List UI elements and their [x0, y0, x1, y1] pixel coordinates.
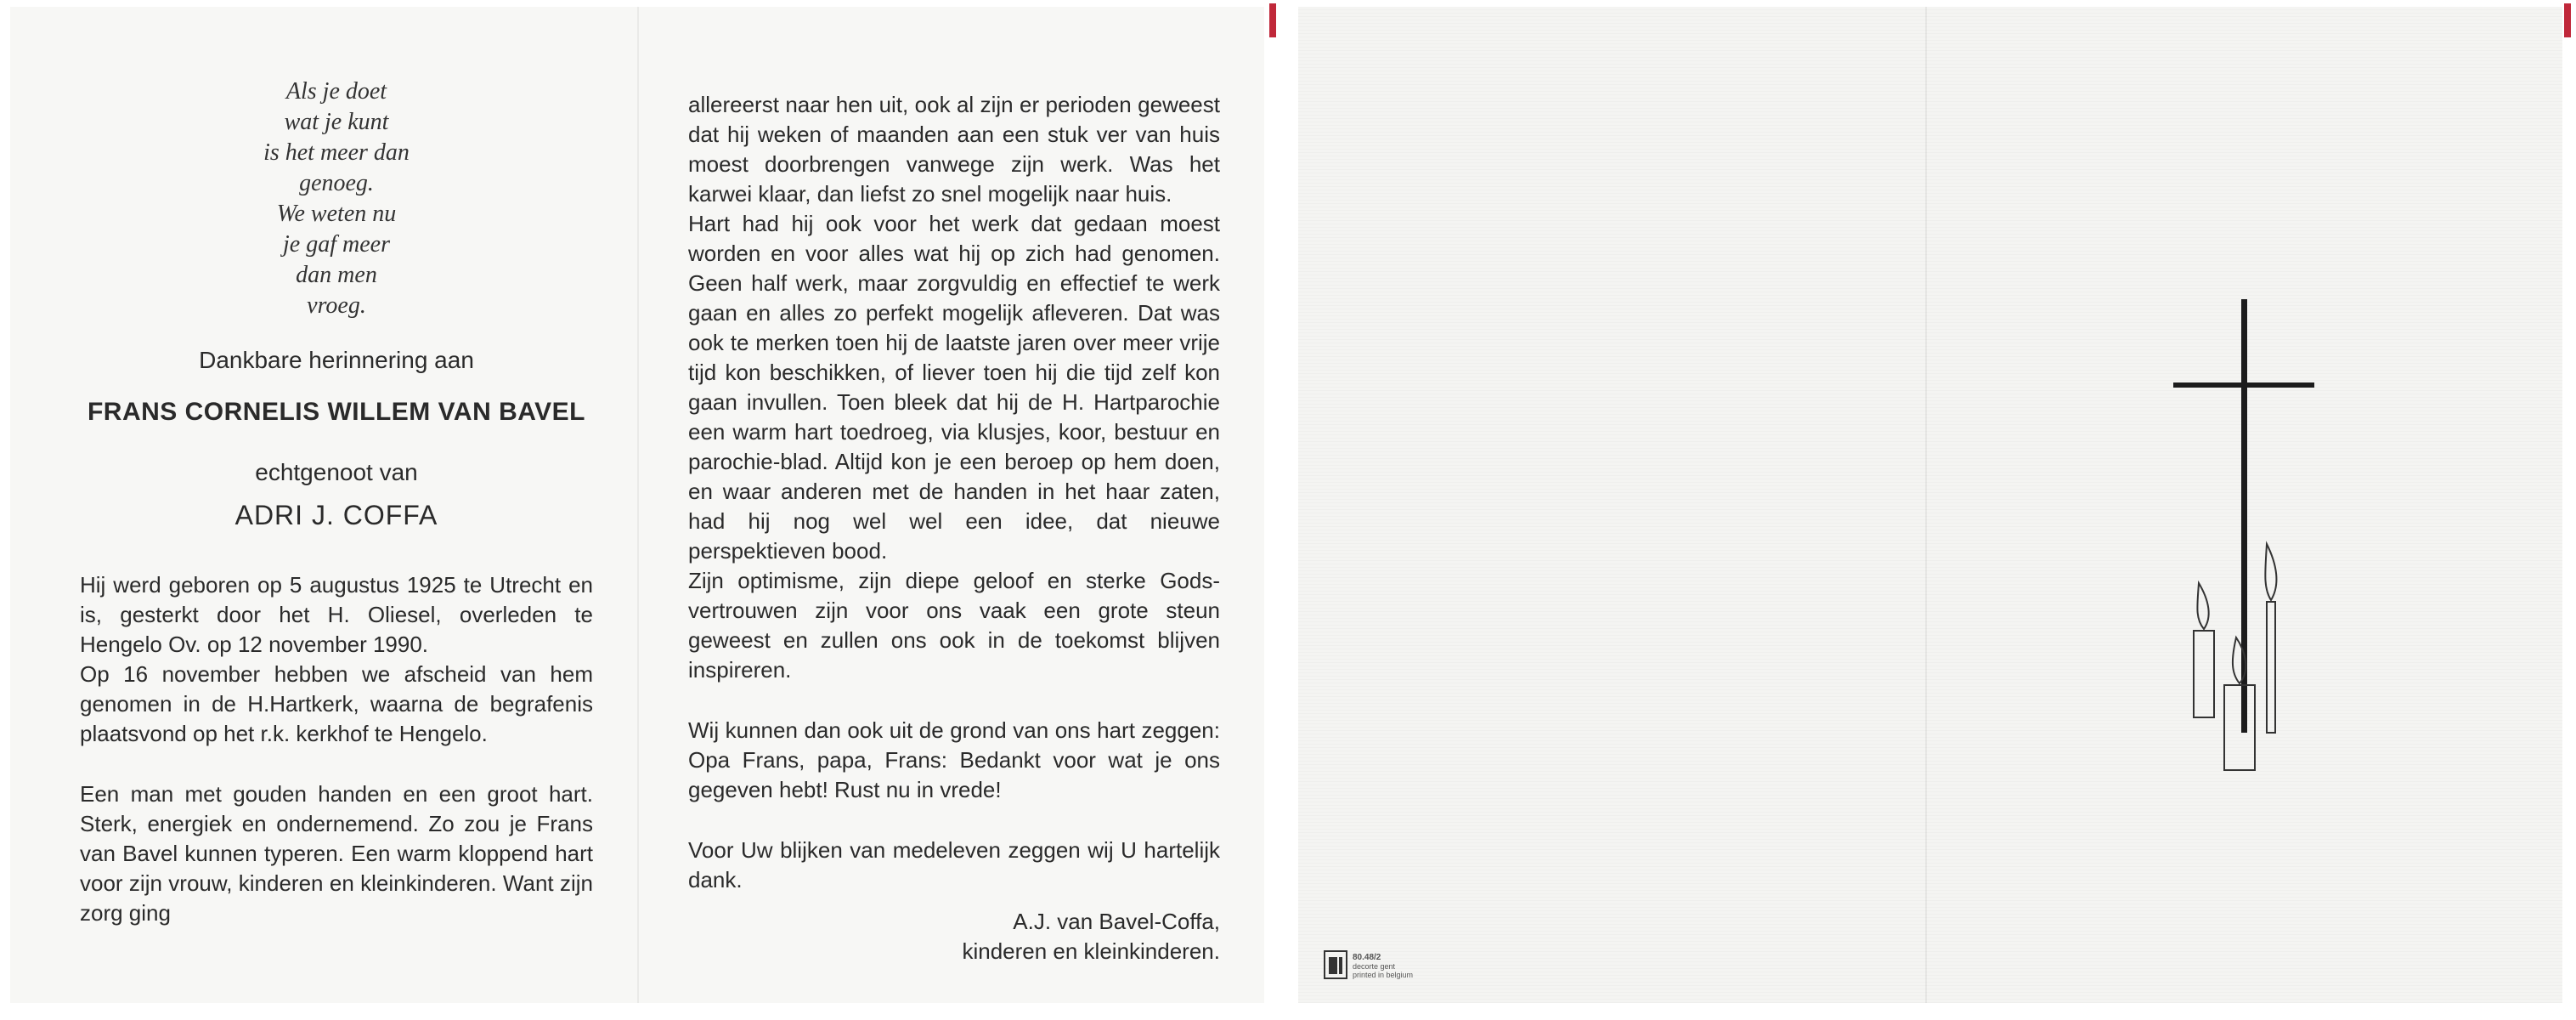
paragraph: Zijn optimisme, zijn diepe geloof en sterke Gods-vertrouwen zijn voor ons vaak een grote steun geweest en zullen ons ook in de toekomst blijven inspireren.	[688, 568, 1220, 683]
poem	[80, 76, 593, 321]
poem-line: vroeg.	[307, 292, 366, 319]
fold-line	[1925, 7, 1927, 1003]
poem-line: genoeg.	[299, 170, 374, 196]
signature-line: kinderen en kleinkinderen.	[962, 938, 1220, 964]
candles-icon	[2194, 544, 2276, 770]
printer-logo-icon	[1324, 950, 1347, 979]
paragraph: allereerst naar hen uit, ook al zijn er perioden geweest dat hij weken of maanden aan een stuk ver van huis moest doorbrengen vanwege zijn werk. Was het karwei klaar, dan liefst zo snel mogelijk naar huis.	[688, 92, 1220, 207]
printer-code: 80.48/2	[1353, 953, 1381, 962]
deceased-name: FRANS CORNELIS WILLEM VAN BAVEL	[87, 398, 586, 426]
paragraph: Voor Uw blijken van medeleven zeggen wij U hartelijk dank.	[688, 837, 1220, 892]
printer-note: printed in belgium	[1353, 971, 1414, 979]
cross-candles-icon	[2148, 296, 2318, 772]
signature-line: A.J. van Bavel-Coffa,	[1013, 909, 1220, 934]
card-edge-red	[2564, 3, 2571, 37]
paragraph: Een man met gouden handen en een groot hart. Sterk, energiek en ondernemend. Zo zou je Frans van Bavel kunnen typeren. Een warm kloppend hart voor zijn vrouw, kinderen en kleinkinderen. Want zijn zorg ging	[80, 781, 593, 926]
paragraph: Hart had hij ook voor het werk dat gedaan moest worden en voor alles wat hij op zich had genomen. Geen half werk, maar zorgvuldig en effectief te werk gaan en alles zo perfekt mogelijk afleveren. Dat was ook te merken toen hij de laatste jaren over meer vrije tijd kon beschikken, of liever toen hij die tijd zelf kon gaan invullen. Toen bleek dat hij de H. Hartparochie een warm hart toedroeg, via klusjes, koor, bestuur en parochie-blad. Altijd kon je een beroep op hem doen, en waar anderen met de handen in het haar zaten, had hij nog wel wel een idee, dat nieuwe perspektieven bood.	[688, 211, 1220, 564]
paragraph: Hij werd geboren op 5 augustus 1925 te Utrecht en is, gesterkt door het H. Oliesel, overleden te Hengelo Ov. op 12 november 1990.	[80, 572, 593, 657]
right-page	[639, 7, 1264, 1003]
spouse-name: ADRI J. COFFA	[234, 500, 438, 530]
poem-line: wat je kunt	[284, 109, 389, 135]
card-edge-red	[1269, 3, 1276, 37]
signature	[688, 907, 1220, 966]
poem-line: dan men	[296, 262, 377, 288]
intro-line: Dankbare herinnering aan	[199, 347, 474, 373]
paragraph: Op 16 november hebben we afscheid van hem genomen in de H.Hartkerk, waarna de begrafenis plaatsvond op het r.k. kerkhof te Hengelo.	[80, 661, 593, 746]
poem-line: Als je doet	[285, 78, 387, 105]
left-page	[10, 7, 637, 1003]
poem-line: is het meer dan	[263, 139, 410, 166]
spouse-label: echtgenoot van	[255, 459, 418, 485]
poem-line: We weten nu	[276, 201, 397, 227]
paragraph: Wij kunnen dan ook uit de grond van ons hart zeggen: Opa Frans, papa, Frans: Bedankt voor wat je ons gegeven hebt! Rust nu in vrede!	[688, 717, 1220, 802]
poem-line: je gaf meer	[283, 231, 390, 258]
card-outer-spread	[1298, 7, 2562, 1003]
printer-mark	[1324, 950, 1413, 979]
card-inner-spread	[10, 7, 1264, 1003]
printer-name: decorte gent	[1353, 962, 1396, 971]
